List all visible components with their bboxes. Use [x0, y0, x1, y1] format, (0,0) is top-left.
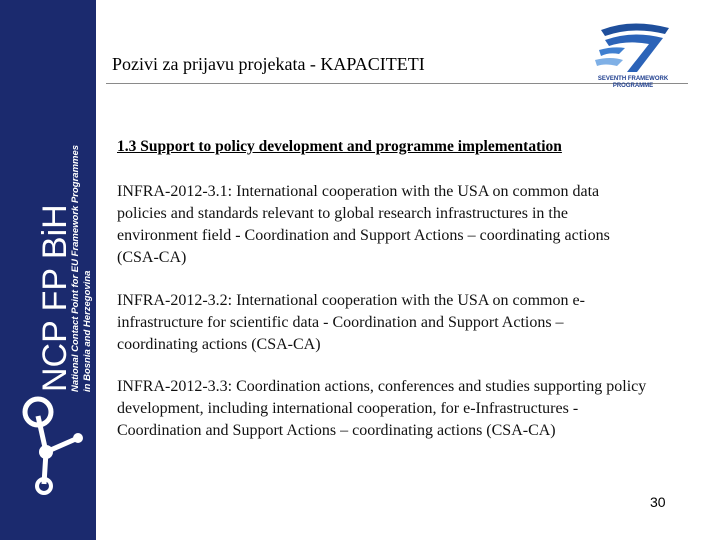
fp7-logo: [583, 20, 683, 90]
topic-paragraph-3: INFRA-2012-3.3: Coordination actions, conferences and studies supporting policy development, including international cooperation, for e-Infrastructures - Coordination and Support Actions – coordinating actions (CSA-CA): [117, 378, 647, 439]
fp7-logo-icon: [595, 23, 669, 72]
sidebar-tagline-line2: in Bosnia and Herzegovina: [82, 270, 93, 392]
page-title: Pozivi za prijavu projekata - KAPACITETI: [112, 54, 425, 74]
fp7-logo-line2: PROGRAMME: [612, 83, 654, 89]
page-number: 30: [650, 494, 666, 510]
sidebar-branding: [0, 0, 96, 540]
section-heading: 1.3 Support to policy development and programme implementation: [117, 138, 562, 155]
network-nodes-icon: [25, 399, 83, 493]
sidebar-brand: NCP FP BiH: [36, 204, 74, 392]
sidebar-tagline-line1: National Contact Point for EU Framework Programmes: [70, 144, 81, 392]
fp7-logo-line1: SEVENTH FRAMEWORK: [597, 76, 669, 82]
topic-paragraph-2: INFRA-2012-3.2: International cooperation with the USA on common e-infrastructure for scientific data - Coordination and Support Actions – coordinating actions (CSA-CA): [117, 292, 585, 353]
topic-paragraph-1: INFRA-2012-3.1: International cooperation with the USA on common data policies and standards relevant to global research infrastructures in the environment field - Coordination and Support Actions – coordinating actions (CSA-CA): [117, 183, 610, 266]
sidebar: [0, 0, 96, 540]
